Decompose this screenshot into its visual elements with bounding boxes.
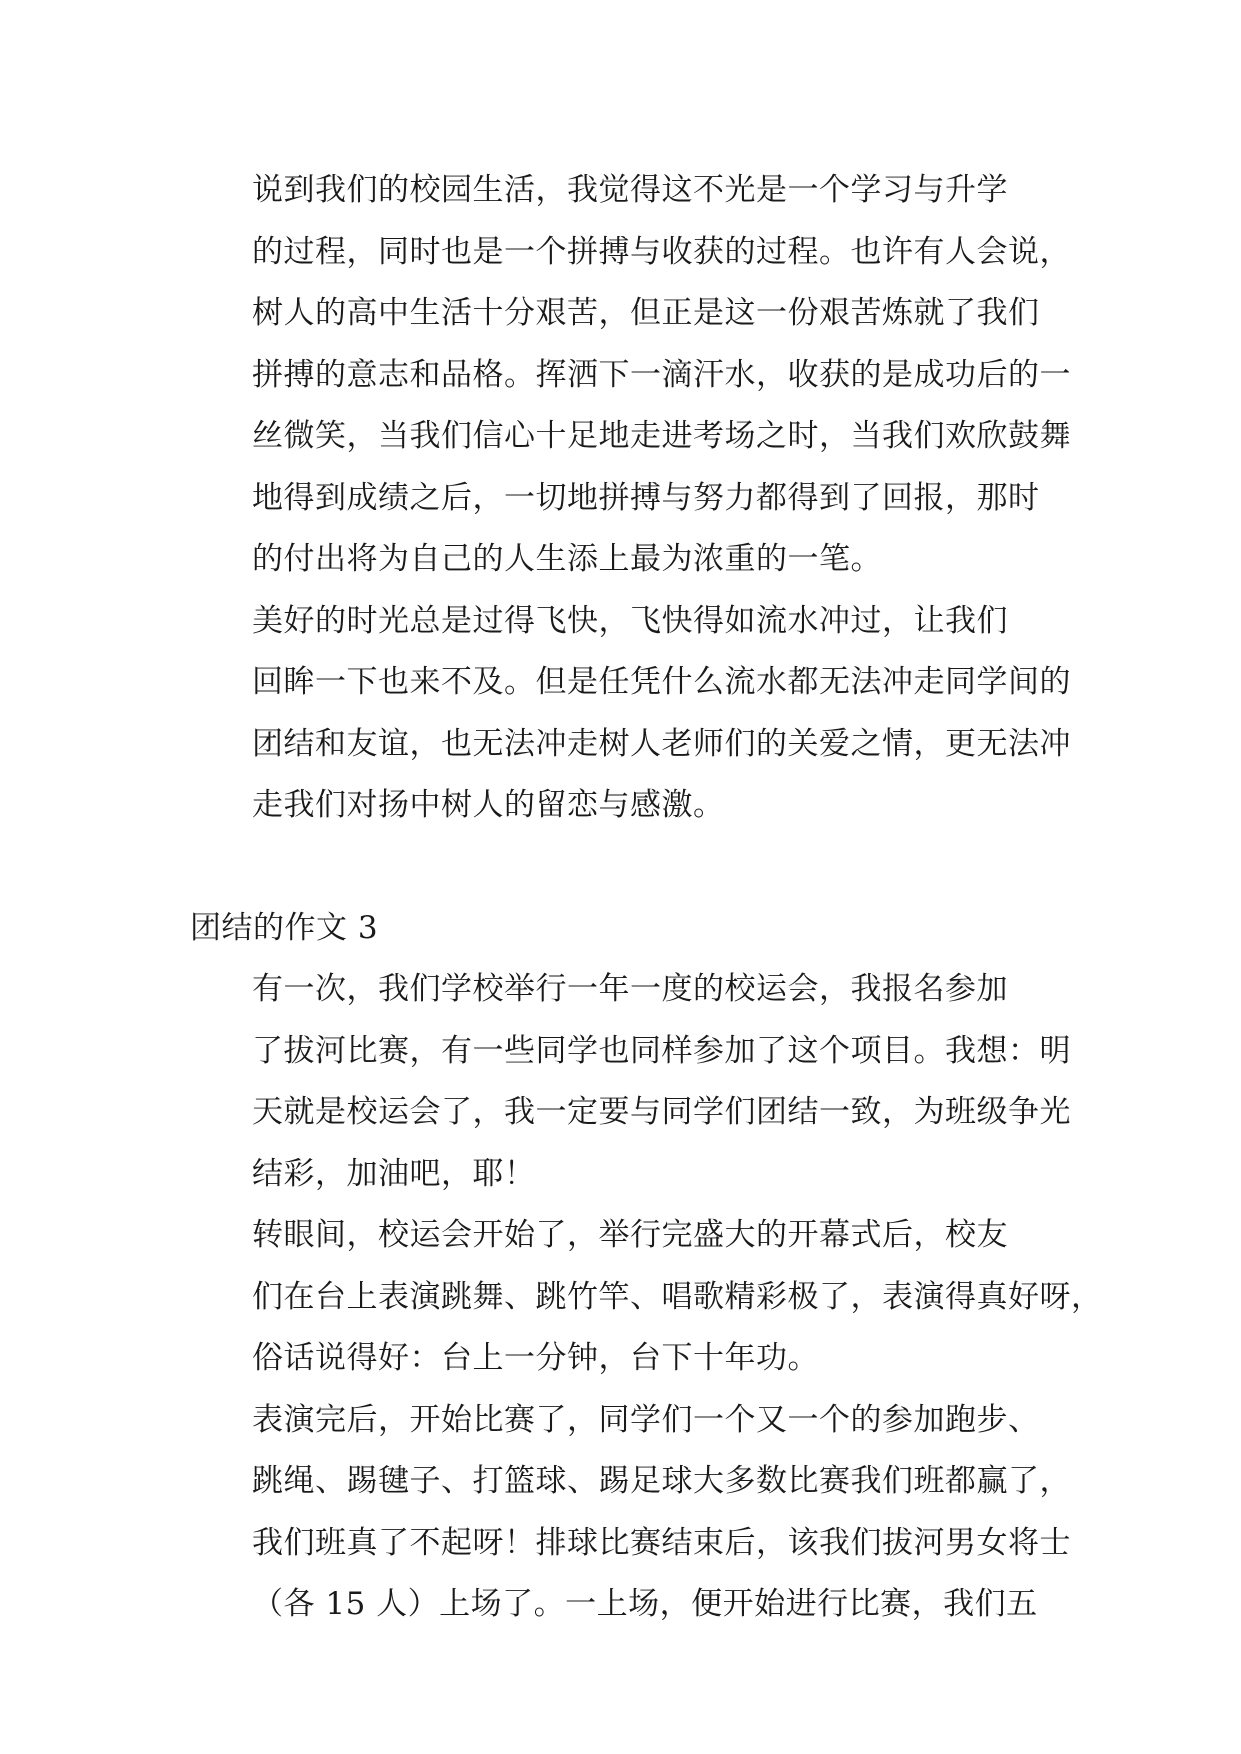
paragraph-opening-ceremony (190, 1205, 1103, 1390)
text-line: 转眼间，校运会开始了，举行完盛大的开幕式后，校友 (252, 1217, 1008, 1253)
text-line: 的付出将为自己的人生添上最为浓重的一笔。 (252, 541, 882, 577)
text-line: 美好的时光总是过得飞快，飞快得如流水冲过，让我们 (252, 602, 1008, 639)
text-line: 地得到成绩之后，一切地拼搏与努力都得到了回报，那时 (252, 479, 1040, 516)
document-body (190, 160, 1103, 1636)
paragraph-competition (190, 1390, 1071, 1636)
text-line: 表演完后，开始比赛了，同学们一个又一个的参加跑步、 (252, 1401, 1040, 1438)
paragraph-campus-life (190, 160, 1071, 591)
text-line: 树人的高中生活十分艰苦，但正是这一份艰苦炼就了我们 (252, 295, 1040, 331)
paragraph-sports-meet (190, 959, 1071, 1205)
text-line: 团结和友谊，也无法冲走树人老师们的关爱之情，更无法冲 (252, 725, 1071, 762)
text-line: 拼搏的意志和品格。挥洒下一滴汗水，收获的是成功后的一 (252, 356, 1071, 393)
text-line: 们在台上表演跳舞、跳竹竿、唱歌精彩极了，表演得真好呀， (252, 1278, 1103, 1315)
text-line: 说到我们的校园生活，我觉得这不光是一个学习与升学 (252, 172, 1008, 208)
text-line: 的过程，同时也是一个拼搏与收获的过程。也许有人会说， (252, 233, 1071, 270)
text-line: （各 15 人）上场了。一上场，便开始进行比赛，我们五 (252, 1586, 1038, 1622)
text-line: 跳绳、踢毽子、打篮球、踢足球大多数比赛我们班都赢了， (252, 1463, 1071, 1499)
text-line: 走我们对扬中树人的留恋与感激。 (252, 787, 725, 823)
text-line: 天就是校运会了，我一定要与同学们团结一致，为班级争光 (252, 1094, 1071, 1130)
text-line: 了拔河比赛，有一些同学也同样参加了这个项目。我想：明 (252, 1032, 1071, 1069)
text-line: 俗话说得好：台上一分钟，台下十年功。 (252, 1340, 819, 1376)
text-line: 我们班真了不起呀！排球比赛结束后，该我们拔河男女将士 (252, 1524, 1071, 1561)
essay-heading (190, 898, 1050, 960)
paragraph-good-times (190, 591, 1071, 837)
text-line: 丝微笑，当我们信心十足地走进考场之时，当我们欢欣鼓舞 (252, 418, 1071, 454)
heading-text: 团结的作文 3 (190, 909, 379, 946)
text-line: 结彩，加油吧，耶！ (252, 1155, 536, 1192)
text-line: 回眸一下也来不及。但是任凭什么流水都无法冲走同学间的 (252, 664, 1071, 700)
text-line: 有一次，我们学校举行一年一度的校运会，我报名参加 (252, 971, 1008, 1007)
